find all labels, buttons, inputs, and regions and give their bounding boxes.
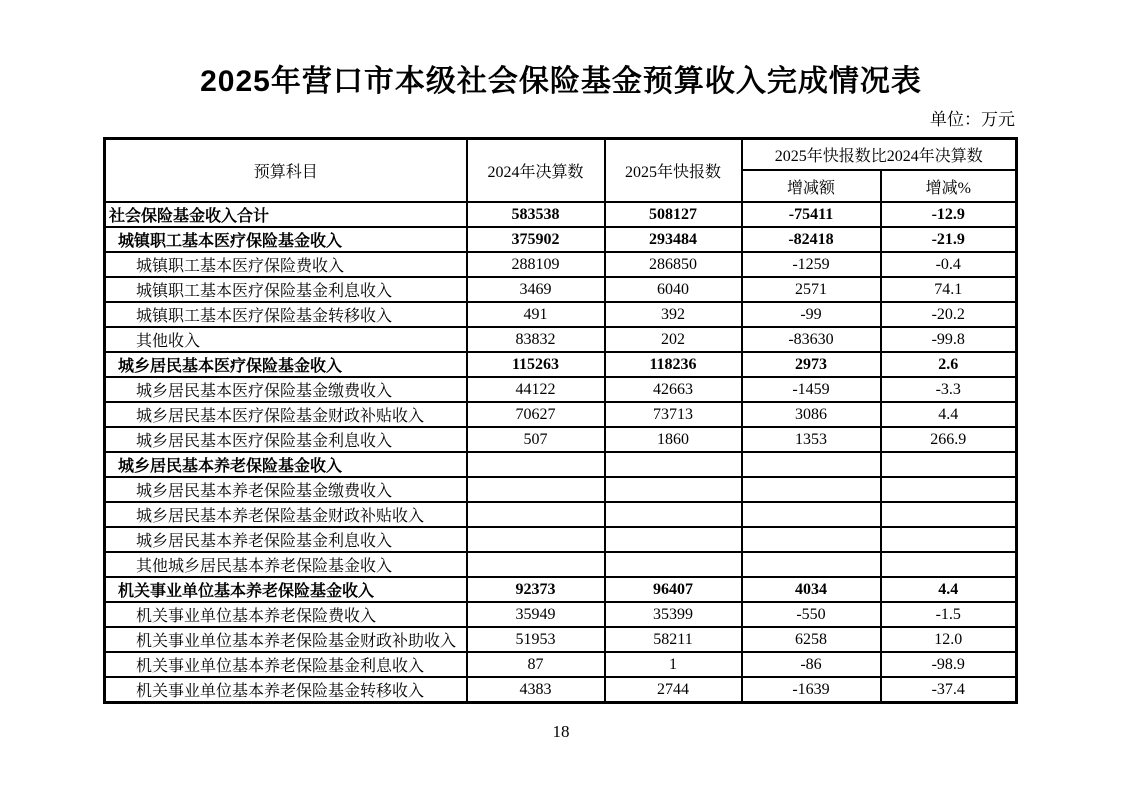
row-change-amount [742, 527, 881, 552]
row-change-amount: -1259 [742, 252, 881, 277]
row-value-2025: 118236 [605, 352, 742, 377]
header-2024-final: 2024年决算数 [467, 139, 605, 203]
row-item-name: 城镇职工基本医疗保险基金收入 [105, 227, 467, 252]
row-item-name: 城乡居民基本医疗保险基金收入 [105, 352, 467, 377]
row-item-name: 城乡居民基本养老保险基金收入 [105, 452, 467, 477]
row-value-2025: 1860 [605, 427, 742, 452]
row-change-amount: -1459 [742, 377, 881, 402]
table-row [105, 477, 1017, 502]
row-change-percent: -37.4 [881, 677, 1017, 703]
row-value-2025: 2744 [605, 677, 742, 703]
row-item-name: 城乡居民基本养老保险基金缴费收入 [105, 477, 467, 502]
row-change-percent: -3.3 [881, 377, 1017, 402]
row-change-percent: 2.6 [881, 352, 1017, 377]
row-item-name: 机关事业单位基本养老保险基金转移收入 [105, 677, 467, 703]
row-change-percent [881, 527, 1017, 552]
page-number: 18 [552, 722, 570, 741]
row-change-amount: 2571 [742, 277, 881, 302]
table-row [105, 377, 1017, 402]
row-value-2024: 288109 [467, 252, 605, 277]
row-value-2025: 508127 [605, 202, 742, 227]
row-change-percent [881, 552, 1017, 577]
table-row [105, 352, 1017, 377]
row-change-amount: -82418 [742, 227, 881, 252]
table-row [105, 202, 1017, 227]
budget-table [103, 137, 1018, 704]
row-value-2024: 491 [467, 302, 605, 327]
row-value-2025 [605, 552, 742, 577]
row-change-amount [742, 452, 881, 477]
table-row [105, 252, 1017, 277]
row-value-2025 [605, 527, 742, 552]
table-row [105, 677, 1017, 703]
row-value-2025 [605, 502, 742, 527]
row-change-percent: -98.9 [881, 652, 1017, 677]
table-row [105, 452, 1017, 477]
row-value-2024 [467, 477, 605, 502]
row-change-percent: -99.8 [881, 327, 1017, 352]
row-value-2024 [467, 502, 605, 527]
row-value-2025 [605, 452, 742, 477]
table-row [105, 602, 1017, 627]
row-value-2025: 35399 [605, 602, 742, 627]
row-change-percent: -20.2 [881, 302, 1017, 327]
row-value-2024: 3469 [467, 277, 605, 302]
unit-label: 单位：万元 [930, 110, 1015, 129]
row-change-percent: 4.4 [881, 577, 1017, 602]
row-change-amount [742, 477, 881, 502]
row-value-2024: 51953 [467, 627, 605, 652]
row-value-2025 [605, 477, 742, 502]
row-change-amount [742, 502, 881, 527]
row-value-2024: 92373 [467, 577, 605, 602]
row-value-2024: 583538 [467, 202, 605, 227]
page-title: 2025年营口市本级社会保险基金预算收入完成情况表 [200, 65, 922, 98]
row-change-percent: 12.0 [881, 627, 1017, 652]
row-change-amount: -1639 [742, 677, 881, 703]
row-value-2025: 42663 [605, 377, 742, 402]
table-row [105, 302, 1017, 327]
table-row [105, 527, 1017, 552]
table-body [105, 202, 1017, 703]
row-item-name: 其他收入 [105, 327, 467, 352]
table-row [105, 502, 1017, 527]
row-change-percent: -0.4 [881, 252, 1017, 277]
row-value-2024 [467, 452, 605, 477]
row-item-name: 城乡居民基本养老保险基金财政补贴收入 [105, 502, 467, 527]
row-item-name: 城乡居民基本医疗保险基金利息收入 [105, 427, 467, 452]
table-row [105, 227, 1017, 252]
row-value-2025: 73713 [605, 402, 742, 427]
row-item-name: 机关事业单位基本养老保险基金收入 [105, 577, 467, 602]
row-value-2024: 70627 [467, 402, 605, 427]
row-item-name: 机关事业单位基本养老保险费收入 [105, 602, 467, 627]
row-value-2025: 202 [605, 327, 742, 352]
row-change-amount: 3086 [742, 402, 881, 427]
table-row [105, 427, 1017, 452]
table-header [105, 139, 1017, 203]
row-change-percent: 74.1 [881, 277, 1017, 302]
row-change-amount: 4034 [742, 577, 881, 602]
table-row [105, 627, 1017, 652]
row-value-2024: 4383 [467, 677, 605, 703]
table-row [105, 327, 1017, 352]
row-change-amount: -86 [742, 652, 881, 677]
row-change-percent: -1.5 [881, 602, 1017, 627]
row-change-amount: -83630 [742, 327, 881, 352]
row-value-2025: 6040 [605, 277, 742, 302]
row-value-2025: 96407 [605, 577, 742, 602]
row-change-percent [881, 502, 1017, 527]
row-change-percent: 4.4 [881, 402, 1017, 427]
table-row [105, 652, 1017, 677]
header-change-amount: 增减额 [742, 170, 881, 202]
row-value-2024 [467, 552, 605, 577]
header-comparison: 2025年快报数比2024年决算数 [742, 139, 1017, 171]
row-change-amount: -99 [742, 302, 881, 327]
row-item-name: 机关事业单位基本养老保险基金利息收入 [105, 652, 467, 677]
row-item-name: 机关事业单位基本养老保险基金财政补助收入 [105, 627, 467, 652]
row-change-percent: -12.9 [881, 202, 1017, 227]
row-item-name: 城乡居民基本医疗保险基金财政补贴收入 [105, 402, 467, 427]
row-value-2024: 87 [467, 652, 605, 677]
row-change-percent: -21.9 [881, 227, 1017, 252]
row-change-percent: 266.9 [881, 427, 1017, 452]
row-change-percent [881, 452, 1017, 477]
table-row [105, 577, 1017, 602]
row-value-2024: 35949 [467, 602, 605, 627]
row-item-name: 社会保险基金收入合计 [105, 202, 467, 227]
row-item-name: 城镇职工基本医疗保险基金转移收入 [105, 302, 467, 327]
row-item-name: 其他城乡居民基本养老保险基金收入 [105, 552, 467, 577]
header-budget-item: 预算科目 [105, 139, 467, 203]
row-change-amount: 1353 [742, 427, 881, 452]
row-value-2024: 83832 [467, 327, 605, 352]
row-item-name: 城乡居民基本医疗保险基金缴费收入 [105, 377, 467, 402]
table-row [105, 402, 1017, 427]
row-value-2024: 507 [467, 427, 605, 452]
row-value-2024: 115263 [467, 352, 605, 377]
row-value-2024 [467, 527, 605, 552]
row-change-percent [881, 477, 1017, 502]
row-value-2025: 1 [605, 652, 742, 677]
row-change-amount: -550 [742, 602, 881, 627]
row-change-amount [742, 552, 881, 577]
row-value-2025: 286850 [605, 252, 742, 277]
row-change-amount: -75411 [742, 202, 881, 227]
header-change-percent: 增减% [881, 170, 1017, 202]
row-item-name: 城镇职工基本医疗保险基金利息收入 [105, 277, 467, 302]
row-change-amount: 2973 [742, 352, 881, 377]
row-value-2025: 293484 [605, 227, 742, 252]
row-change-amount: 6258 [742, 627, 881, 652]
row-value-2024: 44122 [467, 377, 605, 402]
row-item-name: 城乡居民基本养老保险基金利息收入 [105, 527, 467, 552]
row-value-2025: 392 [605, 302, 742, 327]
row-value-2025: 58211 [605, 627, 742, 652]
row-item-name: 城镇职工基本医疗保险费收入 [105, 252, 467, 277]
row-value-2024: 375902 [467, 227, 605, 252]
header-2025-flash: 2025年快报数 [605, 139, 742, 203]
table-row [105, 552, 1017, 577]
table-row [105, 277, 1017, 302]
